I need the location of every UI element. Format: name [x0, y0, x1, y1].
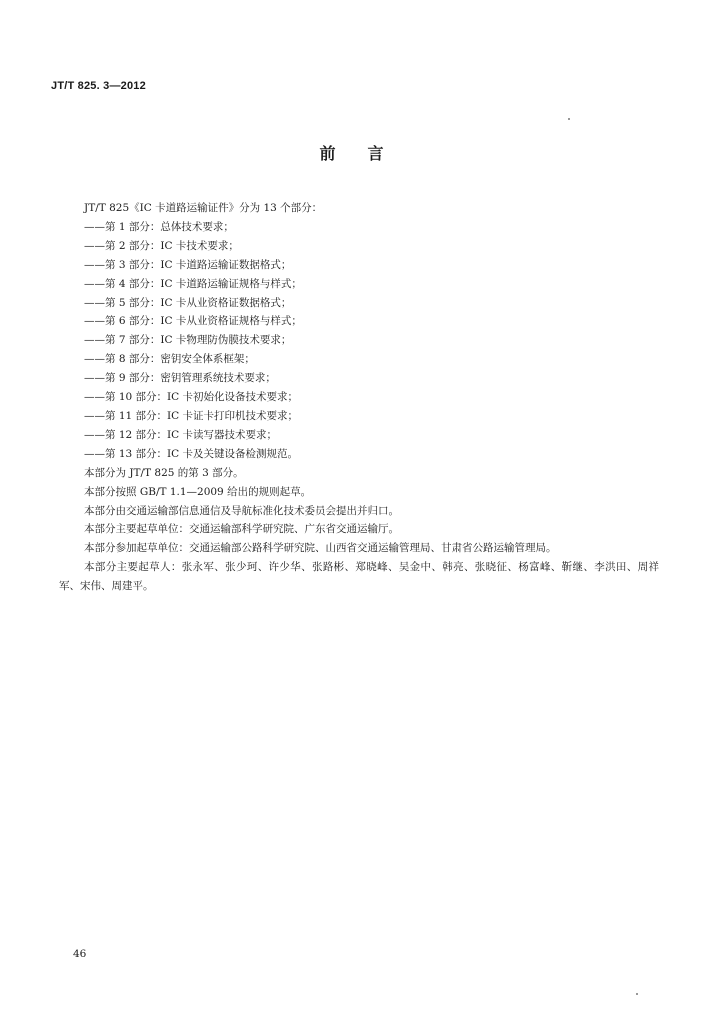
paragraph: 本部分由交通运输部信息通信及导航标准化技术委员会提出并归口。: [84, 504, 399, 517]
paragraph: 本部分为 JT/T 825 的第 3 部分。: [84, 466, 244, 479]
page-title: 前言: [319, 144, 416, 163]
list-item: ——第 4 部分：IC 卡道路运输证规格与样式；: [84, 277, 302, 290]
paragraph: 本部分参加起草单位：交通运输部公路科学研究院、山西省交通运输管理局、甘肃省公路运输管理局。: [84, 542, 557, 555]
list-item: ——第 1 部分：总体技术要求；: [84, 220, 234, 233]
scan-speck: [636, 993, 638, 995]
document-code: JT/T 825. 3—2012: [51, 80, 146, 92]
foreword-body: [59, 199, 659, 596]
list-item: ——第 12 部分：IC 卡读写器技术要求；: [84, 428, 278, 441]
paragraph: 本部分主要起草单位：交通运输部科学研究院、广东省交通运输厅。: [84, 523, 399, 536]
list-item: ——第 8 部分：密钥安全体系框架；: [84, 353, 255, 366]
list-item: ——第 3 部分：IC 卡道路运输证数据格式；: [84, 258, 292, 271]
intro-line: JT/T 825《IC 卡道路运输证件》分为 13 个部分：: [84, 202, 323, 214]
list-item: ——第 9 部分：密钥管理系统技术要求；: [84, 372, 276, 385]
scan-speck: [568, 118, 570, 120]
list-item: ——第 6 部分：IC 卡从业资格证规格与样式；: [84, 315, 302, 328]
paragraph: 本部分主要起草人：张永军、张少珂、许少华、张路彬、郑晓峰、吴金中、韩亮、张晓征、杨富峰、靳继、李洪田、周祥军、宋伟、周建平。: [59, 561, 659, 593]
page-number: 46: [73, 948, 87, 960]
list-item: ——第 5 部分：IC 卡从业资格证数据格式；: [84, 296, 292, 309]
list-item: ——第 2 部分：IC 卡技术要求；: [84, 239, 239, 252]
list-item: ——第 13 部分：IC 卡及关键设备检测规范。: [84, 447, 299, 460]
list-item: ——第 11 部分：IC 卡证卡打印机技术要求；: [84, 409, 299, 422]
paragraph: 本部分按照 GB/T 1.1—2009 给出的规则起草。: [84, 485, 312, 498]
list-item: ——第 10 部分：IC 卡初始化设备技术要求；: [84, 391, 299, 404]
list-item: ——第 7 部分：IC 卡物理防伪膜技术要求；: [84, 334, 292, 347]
